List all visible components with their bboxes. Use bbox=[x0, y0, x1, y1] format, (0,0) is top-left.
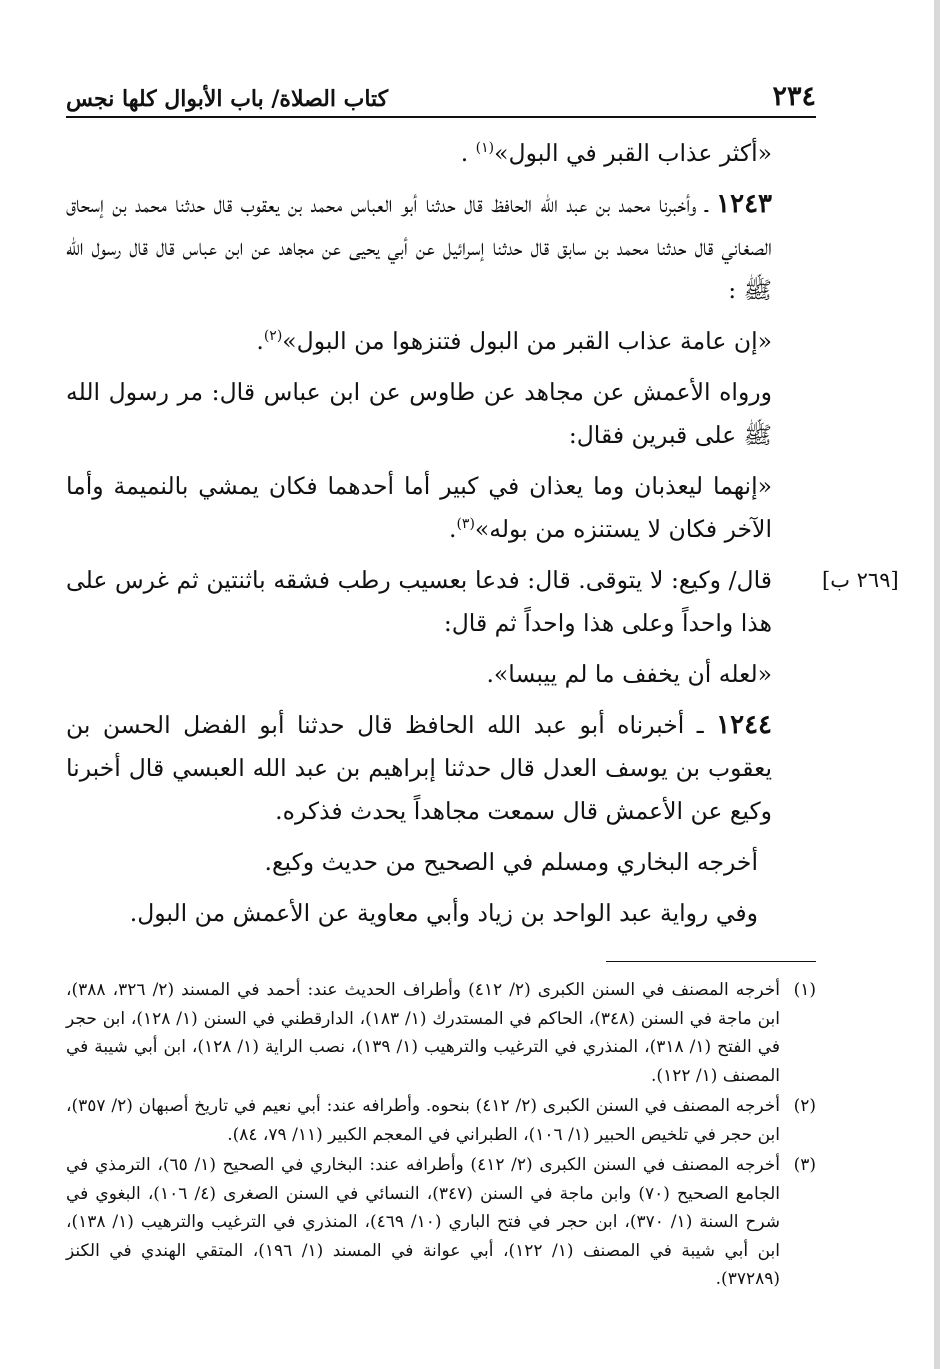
paragraph-3: «إن عامة عذاب القبر من البول فتنزهوا من البول»$^{(٢)}$. bbox=[256, 327, 772, 355]
paragraph-6 bbox=[66, 559, 899, 645]
page-number: ٢٣٤ bbox=[772, 81, 816, 112]
running-header bbox=[66, 76, 816, 118]
paragraph-5: «إنهما ليعذبان وما يعذان في كبير أما أحدهما فكان يمشي بالنميمة وأما الآخر فكان لا يستنزه من بوله»$^{(٣)}$. bbox=[66, 472, 772, 543]
footnote-text: أخرجه المصنف في السنن الكبرى (٢/ ٤١٢) وأطراف الحديث عند: أحمد في المسند (٢/ ٣٢٦، ٣٨٨)، ابن ماجة في السنن (٣٤٨)، الحاكم في المستدرك (١/ ١٨٣)، الدارقطني في السنن (١/ ١٢٨)، ابن حجر في الفتح (١/ ٣١٨)، المنذري في الترغيب والترهيب (١/ ١٣٩)، نصب الراية (١/ ١٢٨)، ابن أبي شيبة في المصنف (١/ ١٢٢). bbox=[66, 980, 781, 1086]
page-edge bbox=[934, 0, 940, 1369]
paragraph-1: «أكثر عذاب القبر في البول»$^{(١)}$ . bbox=[460, 139, 772, 167]
paragraph-9: أخرجه البخاري ومسلم في الصحيح من حديث وكيع. bbox=[264, 848, 758, 876]
footnote-3 bbox=[66, 1151, 816, 1294]
page bbox=[66, 76, 899, 1296]
quote-text: «إنهما ليعذبان وما يعذان في كبير أما أحدهما فكان يمشي بالنميمة وأما الآخر فكان لا يستنزه من بوله» bbox=[66, 472, 772, 543]
footnote-text: أخرجه المصنف في السنن الكبرى (٢/ ٤١٢) وأطرافه عند: البخاري في الصحيح (١/ ٦٥)، الترمذي في الجامع الصحيح (٧٠) وابن ماجة في السنن (٣٤٧)، النسائي في السنن الصغرى (٤/ ١٠٦)، البغوي في شرح السنة (١/ ٣٧٠)، ابن حجر في فتح الباري (١٠/ ٤٦٩)، المنذري في الترغيب والترهيب (١/ ١٣٨)، ابن أبي شيبة في المصنف (١/ ١٢٢)، أبي عوانة في المسند (١/ ١٩٦)، المتقي الهندي في الكنز (٣٧٢٨٩). bbox=[66, 1155, 781, 1289]
footnote-text: أخرجه المصنف في السنن الكبرى (٢/ ٤١٢) بنحوه. وأطرافه عند: أبي نعيم في تاريخ أصبهان (٢/ ٣٥٧)، ابن حجر في تلخيص الحبير (١/ ١٠٦)، الطبراني في المعجم الكبير (١١/ ٧٩، ٨٤). bbox=[66, 1096, 780, 1145]
footnote-label: (٣) bbox=[793, 1155, 816, 1175]
paragraph-10: وفي رواية عبد الواحد بن زياد وأبي معاوية عن الأعمش من البول. bbox=[129, 899, 758, 927]
footnote-separator bbox=[606, 961, 816, 962]
hadith-1243-text: ـ وأخبرنا محمد بن عبد الله الحافظ قال حدثنا أبو العباس محمد بن يعقوب قال حدثنا محمد بن إسحاق الصغاني قال حدثنا محمد بن سابق قال حدثنا إسرائيل عن أبي يحيى عن مجاهد عن ابن عباس قال قال رسول الله ﷺ : bbox=[66, 190, 772, 304]
footnote-1 bbox=[66, 976, 816, 1090]
paragraph-7: «لعله أن يخفف ما لم ييبسا». bbox=[486, 660, 772, 688]
footnote-ref-1: (١) bbox=[475, 140, 495, 157]
hadith-number-1243: ١٢٤٣ bbox=[716, 189, 772, 219]
footnote-label: (٢) bbox=[793, 1096, 816, 1116]
footnote-ref-3: (٣) bbox=[456, 516, 475, 533]
hadith-1244-text: ـ أخبرناه أبو عبد الله الحافظ قال حدثنا أبو الفضل الحسن بن يعقوب بن يوسف العدل قال حدثنا إبراهيم بن عبد الله العبسي قال أخبرنا وكيع عن الأعمش قال سمعت مجاهداً يحدث فذكره. bbox=[66, 711, 772, 825]
running-title: كتاب الصلاة/ باب الأبوال كلها نجس bbox=[66, 86, 389, 112]
main-text bbox=[66, 132, 899, 935]
hadith-number-1244: ١٢٤٤ bbox=[716, 710, 772, 740]
footnote-ref-2: (٢) bbox=[263, 328, 283, 345]
paragraph-4: ورواه الأعمش عن مجاهد عن طاوس عن ابن عباس قال: مر رسول الله ﷺ على قبرين فقال: bbox=[66, 378, 772, 449]
hadith-1243 bbox=[66, 183, 816, 312]
quote-text: «أكثر عذاب القبر في البول» bbox=[494, 139, 772, 167]
manuscript-folio-marker: [٢٦٩ ب] bbox=[822, 568, 899, 592]
footnote-2 bbox=[66, 1092, 816, 1149]
footnotes bbox=[66, 976, 816, 1294]
quote-text: «إن عامة عذاب القبر من البول فتنزهوا من البول» bbox=[282, 327, 772, 355]
footnote-label: (١) bbox=[793, 980, 816, 1000]
hadith-1244 bbox=[66, 704, 816, 833]
paragraph-6-text: قال/ وكيع: لا يتوقى. قال: فدعا بعسيب رطب فشقه باثنتين ثم غرس على هذا واحداً وعلى هذا واحداً ثم قال: bbox=[66, 566, 772, 637]
